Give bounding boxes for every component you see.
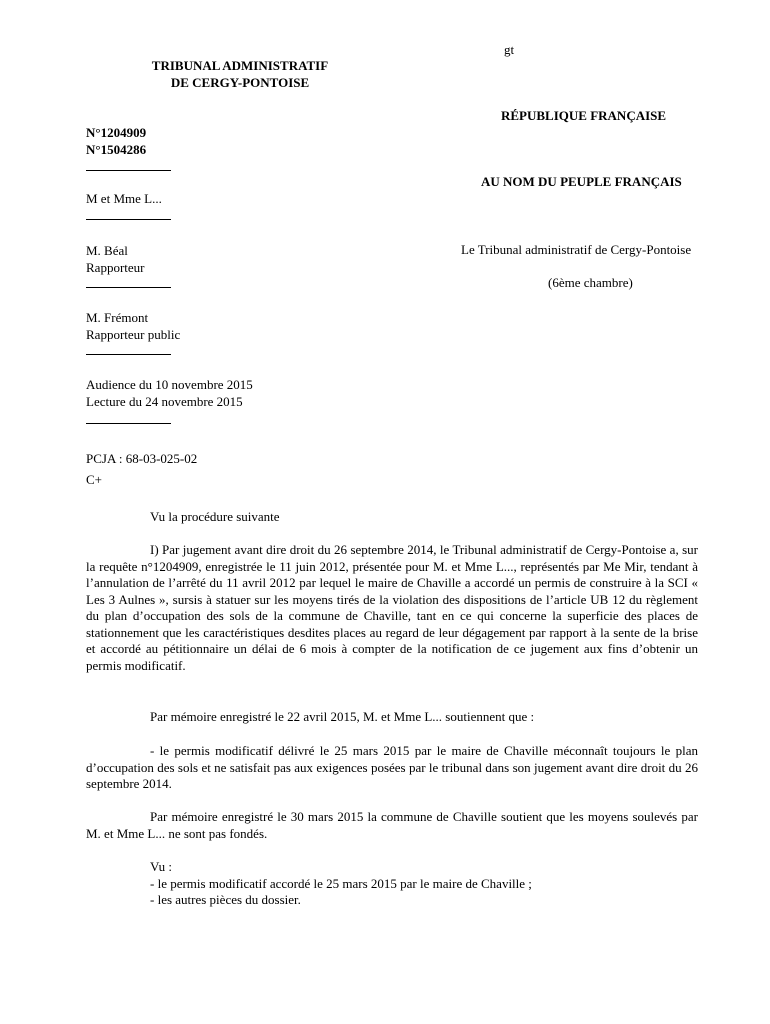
tribunal-line-2: DE CERGY-PONTOISE [170,75,310,90]
divider [86,170,171,171]
republic-heading: RÉPUBLIQUE FRANÇAISE [501,108,667,123]
paragraph-3: - le permis modificatif délivré le 25 mars 2015 par le maire de Chaville méconnaît toujours le plan d’occupation des sols et ne satisfait pas aux exigences posées par le tribunal dans son jugement avant dire droit du 26 septembre 2014. [86,743,698,791]
rapporteur-name: M. Béal [86,243,128,258]
case-numbers [86,124,146,158]
vu-section [150,859,710,909]
tribunal-line-1: TRIBUNAL ADMINISTRATIF [151,58,329,73]
reading-date: Lecture du 24 novembre 2015 [86,394,243,409]
divider [86,423,171,424]
classification: C+ [86,472,103,487]
pcja-code: PCJA : 68-03-025-02 [86,451,198,466]
case-number-1: N°1204909 [86,125,147,140]
tribunal-name [120,57,360,91]
paragraph-2: Par mémoire enregistré le 22 avril 2015, M. et Mme L... soutiennent que : [150,709,535,724]
court-name: Le Tribunal administratif de Cergy-Pontoise [461,242,692,257]
header-mark: gt [504,42,515,57]
procedure-intro: Vu la procédure suivante [150,509,280,524]
vu-item: - le permis modificatif accordé le 25 mars 2015 par le maire de Chaville ; [150,875,532,891]
rapporteur-public-role: Rapporteur public [86,327,181,342]
divider [86,287,171,288]
rapporteur-public-name: M. Frémont [86,310,149,325]
paragraph-4: Par mémoire enregistré le 30 mars 2015 la commune de Chaville soutient que les moyens soulevés par M. et Mme L... ne sont pas fondés. [86,809,698,841]
paragraph-1: I) Par jugement avant dire droit du 26 septembre 2014, le Tribunal administratif de Cergy-Pontoise a, sur la requête n°1204909, enregistrée le 11 juin 2012, présentée pour M. et Mme L..., représentés par Me Mir, tendant à l’annulation de l’arrêté du 11 avril 2012 par lequel le maire de Chaville a accordé un permis de construire à la SCI « Les 3 Aulnes », sursis à statuer sur les moyens tirés de la violation des dispositions de l’article UB 12 du règlement du plan d’occupation des sols de la commune de Chaville, tant en ce qui concerne la superficie des places de stationnement que les caractéristiques desdites places au regard de leur dégagement par rapport à la sente de la brise et accordé au pétitionnaire un délai de 6 mois à compter de la notification de ce jugement aux fins d’obtenir un permis modificatif. [86,542,698,673]
case-number-2: N°1504286 [86,142,147,157]
divider [86,354,171,355]
audience-date: Audience du 10 novembre 2015 [86,377,253,392]
hearing-dates [86,376,253,410]
divider [86,219,171,220]
rapporteur-public [86,309,180,343]
rapporteur-role: Rapporteur [86,260,145,275]
vu-item: - les autres pièces du dossier. [150,892,301,907]
court-chamber: (6ème chambre) [548,275,633,290]
rapporteur [86,242,144,276]
parties: M et Mme L... [86,191,162,206]
vu-title: Vu : [150,859,172,874]
people-heading: AU NOM DU PEUPLE FRANÇAIS [481,174,682,189]
